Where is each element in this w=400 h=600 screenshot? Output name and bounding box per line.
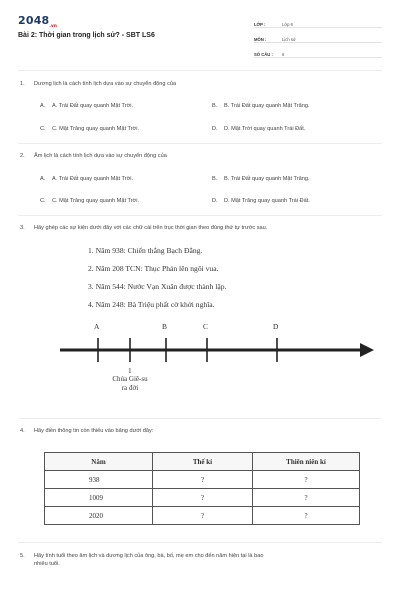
event-item: 1. Năm 938: Chiến thắng Bạch Đằng. bbox=[88, 246, 203, 255]
table-cell-century[interactable]: ? bbox=[153, 489, 253, 507]
divider bbox=[18, 70, 382, 71]
table-row bbox=[45, 507, 360, 525]
meta-count-label: SỐ CÂU : bbox=[254, 52, 273, 57]
meta-class-value: Lớp 6 bbox=[282, 22, 293, 27]
timeline-label-b: B bbox=[162, 322, 167, 331]
question-5-number: 5. bbox=[20, 553, 25, 559]
meta-subject-label: MÔN : bbox=[254, 37, 267, 42]
question-3-text: Hãy ghép các sự kiện dưới đây với các chữ cái trên trục thời gian theo đúng thứ tự trước sau. bbox=[34, 225, 268, 231]
timeline-origin-marker: 1 bbox=[128, 366, 132, 375]
table-cell-century[interactable]: ? bbox=[153, 471, 253, 489]
question-1 bbox=[20, 80, 176, 88]
table-cell-century[interactable]: ? bbox=[153, 507, 253, 525]
site-logo[interactable]: $2048_{.vn}$ bbox=[18, 14, 57, 29]
meta-count-value: 6 bbox=[282, 52, 285, 57]
meta-subject-value: Lịch sử bbox=[282, 37, 296, 42]
century-table bbox=[44, 452, 360, 525]
q1-option-d[interactable]: D. D. Mặt Trời quay quanh Trái Đất. bbox=[212, 126, 306, 132]
timeline-label-d: D bbox=[273, 322, 279, 331]
table-cell-millennium[interactable]: ? bbox=[253, 471, 360, 489]
question-4-text: Hãy điền thông tin còn thiếu vào bảng dưới đây: bbox=[34, 428, 154, 434]
divider bbox=[18, 215, 382, 216]
table-cell-millennium[interactable]: ? bbox=[253, 489, 360, 507]
divider bbox=[18, 143, 382, 144]
divider bbox=[18, 542, 382, 543]
col-header-year: Năm bbox=[45, 453, 153, 471]
table-row bbox=[45, 471, 360, 489]
col-header-millennium: Thiên niên kỉ bbox=[253, 453, 360, 471]
q2-option-b[interactable]: B. B. Trái Đất quay quanh Mặt Trăng. bbox=[212, 176, 310, 182]
timeline-origin-note: Chúa Giê-su ra đời bbox=[112, 375, 148, 392]
question-3-number: 3. bbox=[20, 225, 25, 231]
col-header-century: Thế kỉ bbox=[153, 453, 253, 471]
divider bbox=[18, 418, 382, 419]
table-header-row bbox=[45, 453, 360, 471]
question-5 bbox=[20, 552, 370, 568]
question-2-number: 2. bbox=[20, 153, 25, 159]
q1-option-c[interactable]: C. C. Mặt Trăng quay quanh Mặt Trời. bbox=[40, 126, 139, 132]
question-1-number: 1. bbox=[20, 81, 25, 87]
table-row bbox=[45, 489, 360, 507]
timeline-label-c: C bbox=[203, 322, 208, 331]
table-cell-year: 938 bbox=[45, 471, 153, 489]
meta-class-label: LỚP : bbox=[254, 22, 266, 27]
q2-option-c[interactable]: C. C. Mặt Trăng quay quanh Mặt Trời. bbox=[40, 198, 139, 204]
table-cell-year: 2020 bbox=[45, 507, 153, 525]
question-5-text: Hãy tính tuổi theo âm lịch và dương lịch của ông, bà, bố, mẹ em cho đến năm hiện tại là bao bbox=[34, 553, 264, 559]
question-2-text: Âm lịch là cách tính lịch dựa vào sự chuyển động của bbox=[34, 153, 167, 159]
event-item: 4. Năm 248: Bà Triệu phất cờ khởi nghĩa. bbox=[88, 300, 215, 309]
table-cell-year: 1009 bbox=[45, 489, 153, 507]
meta-box bbox=[254, 16, 382, 61]
q2-option-d[interactable]: D. D. Mặt Trăng quay quanh Trái Đất. bbox=[212, 198, 310, 204]
timeline-diagram bbox=[0, 320, 400, 400]
q1-option-a[interactable]: A. A. Trái Đất quay quanh Mặt Trời. bbox=[40, 103, 134, 109]
meta-subject bbox=[254, 31, 382, 43]
event-item: 3. Năm 544: Nước Vạn Xuân được thành lập. bbox=[88, 282, 227, 291]
question-2 bbox=[20, 152, 167, 160]
question-4-number: 4. bbox=[20, 428, 25, 434]
question-5-text-cont: nhiêu tuổi. bbox=[34, 561, 60, 567]
header bbox=[18, 14, 382, 60]
timeline-label-a: A bbox=[94, 322, 100, 331]
q1-option-b[interactable]: B. B. Trái Đất quay quanh Mặt Trăng. bbox=[212, 103, 310, 109]
q2-option-a[interactable]: A. A. Trái Đất quay quanh Mặt Trời. bbox=[40, 176, 134, 182]
meta-count bbox=[254, 46, 382, 58]
question-1-text: Dương lịch là cách tính lịch dựa vào sự chuyển động của bbox=[34, 81, 177, 87]
page-title: Bài 2: Thời gian trong lịch sử? - SBT LS6 bbox=[18, 32, 155, 39]
table-cell-millennium[interactable]: ? bbox=[253, 507, 360, 525]
question-3 bbox=[20, 224, 267, 232]
timeline-arrow-icon bbox=[360, 343, 374, 357]
question-4 bbox=[20, 427, 153, 435]
meta-class bbox=[254, 16, 382, 28]
event-item: 2. Năm 208 TCN: Thục Phán lên ngôi vua. bbox=[88, 264, 219, 273]
